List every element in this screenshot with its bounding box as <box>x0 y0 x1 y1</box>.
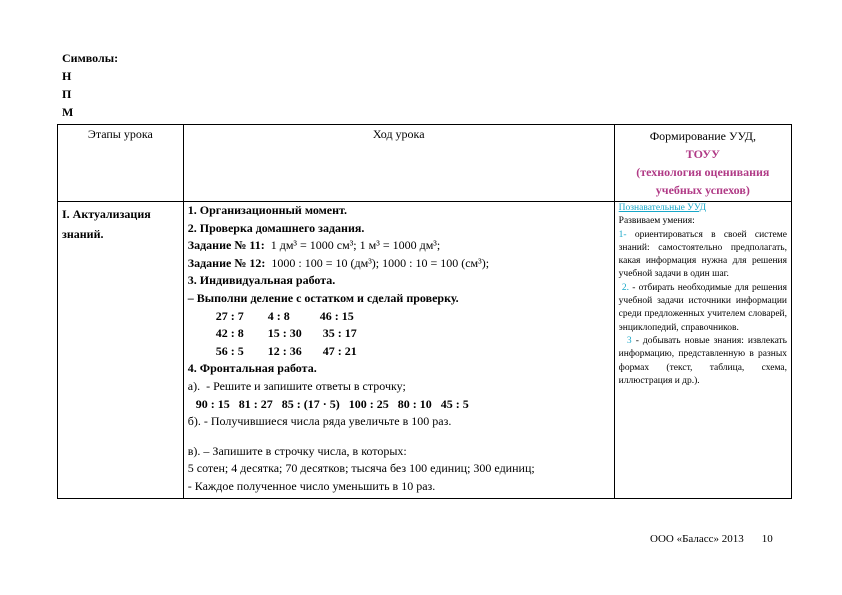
org-moment: 1. Организационный момент. <box>187 203 348 217</box>
frontal-work: 4. Фронтальная работа. <box>187 361 317 376</box>
symbol-m: М <box>62 105 74 119</box>
uud-point-2: 2. - отбирать необходимые для решения учебной задачи источники информации среди предложенных учителем словарей, энциклопедий, справочников. <box>618 282 788 333</box>
header-course: Ход урока <box>183 125 614 202</box>
task-12: Задание № 12: 1000 : 100 = 10 (дм³); 1000 : 10 = 100 (см³); <box>187 255 490 270</box>
header-row <box>58 125 792 202</box>
stage-row <box>58 202 792 499</box>
exercise-row-1: 27 : 7 4 : 8 46 : 15 <box>215 308 354 323</box>
homework-check: 2. Проверка домашнего задания. <box>187 220 365 235</box>
stage-name: I. Актуализация знаний. <box>58 202 184 499</box>
footer-company: ООО «Баласс» 2013 <box>650 533 744 545</box>
task-v: в). – Запишите в строчку числа, в которых: <box>187 443 407 458</box>
uud-point-3: 3 - добывать новые знания: извлекать информацию, представленную в разных формах (текст, таблица, схема, иллюстрация и др.). <box>618 335 788 386</box>
uud-point-1: 1- ориентироваться в своей системе знаний: самостоятельно предполагать, какая информация нужна для решения учебной задачи в один шаг. <box>618 229 787 280</box>
uud-develop: Развиваем умения: <box>618 216 695 227</box>
header-stages: Этапы урока <box>58 125 184 202</box>
page-number: 10 <box>761 533 773 545</box>
symbols-block <box>62 49 118 121</box>
course-cell <box>183 202 614 499</box>
symbol-p: П <box>62 87 72 101</box>
exercise-row-2: 42 : 8 15 : 30 35 : 17 <box>215 326 357 341</box>
task-v-numbers: 5 сотен; 4 десятка; 70 десятков; тысяча без 100 единиц; 300 единиц; <box>187 461 535 476</box>
task-a-expressions: 90 : 15 81 : 27 85 : (17 · 5) 100 : 25 80 : 10 45 : 5 <box>195 396 469 411</box>
exercise-row-3: 56 : 5 12 : 36 47 : 21 <box>215 343 357 358</box>
header-tech: (технология оценивания учебных успехов) <box>636 165 770 197</box>
uud-heading: Познавательные УУД <box>618 203 707 213</box>
task-a: а). - Решите и запишите ответы в строчку; <box>187 378 406 393</box>
individual-work: 3. Индивидуальная работа. <box>187 273 336 288</box>
task-11: Задание № 11: 1 дм³ = 1000 см³; 1 м³ = 1000 дм³; <box>187 238 441 253</box>
task-v-reduce: - Каждое полученное число уменьшить в 10 раз. <box>187 478 436 493</box>
header-uud <box>614 125 791 202</box>
symbol-n: Н <box>62 69 72 83</box>
uud-cell <box>614 202 791 499</box>
symbols-title: Символы: <box>62 51 119 65</box>
task-b: б). - Получившиеся числа ряда увеличьте в 100 раз. <box>187 414 452 429</box>
page-footer <box>650 533 773 545</box>
header-touu: ТОУУ <box>685 147 720 161</box>
division-task: – Выполни деление с остатком и сделай проверку. <box>187 290 459 305</box>
header-uud-title: Формирование УУД, <box>649 129 756 143</box>
lesson-table <box>57 124 792 499</box>
